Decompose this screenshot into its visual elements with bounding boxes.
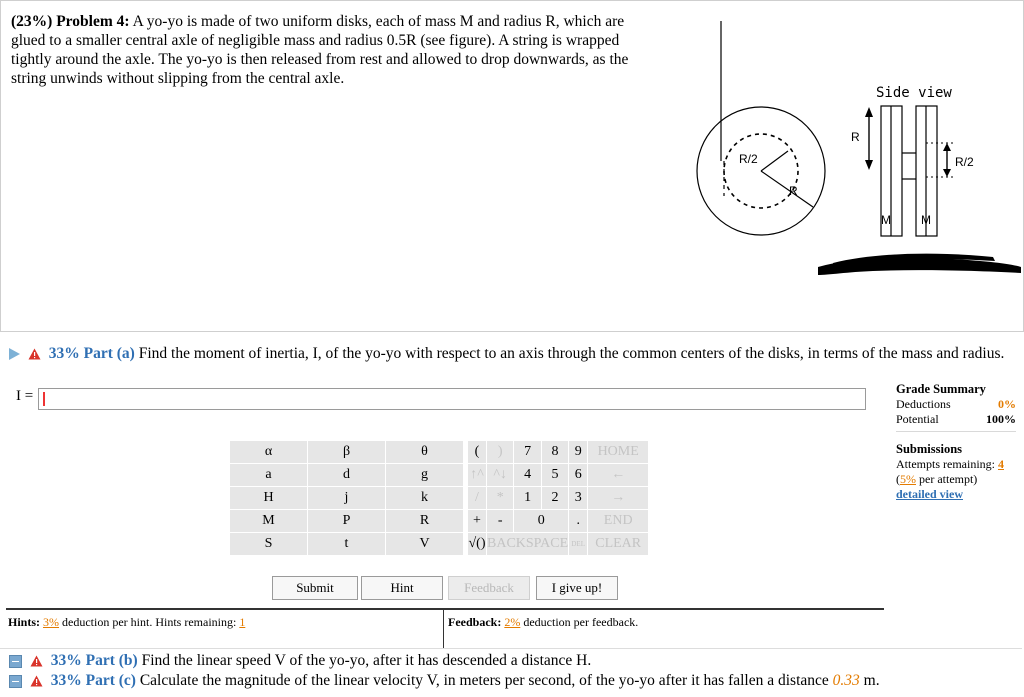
redaction-scribble: [813, 249, 1023, 279]
hints-vertical-divider: [443, 610, 444, 648]
parts-divider: [0, 648, 1022, 649]
key-divide[interactable]: /: [468, 487, 487, 510]
key-decimal[interactable]: .: [569, 510, 588, 533]
key-open-paren[interactable]: (: [468, 441, 487, 464]
feedback-label: Feedback:: [448, 615, 502, 629]
key-R[interactable]: R: [386, 510, 464, 533]
key-subscript-down[interactable]: ^↓: [487, 464, 514, 487]
side-r-label: R: [851, 130, 860, 144]
label-r-half: R/2: [739, 152, 758, 166]
key-right-arrow[interactable]: →: [588, 487, 649, 510]
key-alpha[interactable]: α: [230, 441, 308, 464]
attempts-value: 4: [997, 457, 1004, 471]
key-g[interactable]: g: [386, 464, 464, 487]
key-H[interactable]: H: [230, 487, 308, 510]
per-attempt-open: (: [896, 472, 900, 486]
warning-icon: [28, 348, 41, 360]
per-attempt-pct: 5%: [900, 472, 916, 486]
play-icon[interactable]: [9, 348, 20, 360]
key-8[interactable]: 8: [541, 441, 568, 464]
part-a-percent: 33%: [48, 345, 80, 362]
hint-button[interactable]: Hint: [361, 576, 443, 600]
key-close-paren[interactable]: ): [487, 441, 514, 464]
part-a-panel: [0, 334, 1022, 684]
key-7[interactable]: 7: [514, 441, 541, 464]
deductions-row: [896, 397, 1016, 412]
key-k[interactable]: k: [386, 487, 464, 510]
text-caret: [43, 392, 45, 406]
attempts-row: [896, 457, 1016, 472]
key-S[interactable]: S: [230, 533, 308, 556]
grade-summary: [896, 382, 1016, 502]
feedback-text: deduction per feedback.: [523, 615, 639, 629]
potential-value: 100%: [986, 412, 1016, 426]
mass-left-label: M: [881, 213, 891, 227]
feedback-info: [448, 615, 638, 630]
feedback-button[interactable]: Feedback: [448, 576, 530, 600]
key-plus[interactable]: +: [468, 510, 487, 533]
key-backspace[interactable]: BACKSPACE: [487, 533, 569, 556]
hints-text: deduction per hint. Hints remaining:: [62, 615, 237, 629]
submit-button[interactable]: Submit: [272, 576, 358, 600]
key-9[interactable]: 9: [569, 441, 588, 464]
part-c-distance: 0.33: [832, 672, 860, 689]
potential-label: Potential: [896, 412, 939, 426]
key-multiply[interactable]: *: [487, 487, 514, 510]
key-minus[interactable]: -: [487, 510, 514, 533]
feedback-pct: 2%: [504, 615, 521, 629]
hints-pct: 3%: [43, 615, 60, 629]
per-attempt-close: per attempt): [916, 472, 978, 486]
key-0[interactable]: 0: [514, 510, 569, 533]
hints-remaining: 1: [239, 615, 246, 629]
label-r: R: [789, 184, 798, 198]
key-sqrt[interactable]: √(): [468, 533, 487, 556]
key-4[interactable]: 4: [514, 464, 541, 487]
numeric-keypad: [467, 440, 649, 556]
key-end[interactable]: END: [588, 510, 649, 533]
key-6[interactable]: 6: [569, 464, 588, 487]
other-parts: [9, 651, 880, 691]
detailed-view-link[interactable]: detailed view: [896, 487, 963, 501]
answer-input[interactable]: [38, 388, 866, 410]
deductions-value: 0%: [998, 397, 1016, 411]
problem-label: Problem 4:: [56, 13, 130, 30]
part-c-percent: 33%: [50, 672, 82, 689]
part-c-header[interactable]: [9, 671, 880, 691]
key-del[interactable]: DEL: [569, 533, 588, 556]
deductions-label: Deductions: [896, 397, 951, 411]
key-left-arrow[interactable]: ←: [588, 464, 649, 487]
grade-divider: [896, 431, 1016, 432]
key-superscript-up[interactable]: ↑^: [468, 464, 487, 487]
hints-label: Hints:: [8, 615, 41, 629]
key-2[interactable]: 2: [541, 487, 568, 510]
key-1[interactable]: 1: [514, 487, 541, 510]
submissions-title: Submissions: [896, 442, 963, 456]
key-beta[interactable]: β: [308, 441, 386, 464]
variable-keypad: [229, 440, 464, 556]
key-M[interactable]: M: [230, 510, 308, 533]
key-P[interactable]: P: [308, 510, 386, 533]
part-c-label: Part (c): [85, 672, 136, 689]
key-a[interactable]: a: [230, 464, 308, 487]
part-a-label: Part (a): [83, 345, 135, 362]
problem-panel: [0, 0, 1024, 332]
key-5[interactable]: 5: [541, 464, 568, 487]
hints-divider: [6, 608, 884, 610]
part-a-question: Find the moment of inertia, I, of the yo-yo with respect to an axis through the common centers of the disks, in terms of the mass and radius.: [138, 345, 1005, 362]
per-attempt-row: [896, 472, 1016, 487]
give-up-button[interactable]: I give up!: [536, 576, 618, 600]
part-b-header[interactable]: [9, 651, 880, 671]
key-home[interactable]: HOME: [588, 441, 649, 464]
problem-percent: (23%): [11, 13, 53, 30]
part-b-question: Find the linear speed V of the yo-yo, after it has descended a distance H.: [141, 652, 592, 669]
hints-feedback-bar: [6, 608, 884, 648]
attempts-label: Attempts remaining:: [896, 457, 995, 471]
part-b-label: Part (b): [85, 652, 138, 669]
warning-icon: [30, 675, 43, 687]
key-V[interactable]: V: [386, 533, 464, 556]
key-j[interactable]: j: [308, 487, 386, 510]
key-clear[interactable]: CLEAR: [588, 533, 649, 556]
mass-right-label: M: [921, 213, 931, 227]
potential-row: [896, 412, 1016, 427]
key-t[interactable]: t: [308, 533, 386, 556]
key-3[interactable]: 3: [569, 487, 588, 510]
answer-label: I =: [16, 388, 34, 404]
side-view-label: Side view: [876, 85, 952, 101]
side-r-half-label: R/2: [955, 155, 974, 169]
warning-icon: [30, 655, 43, 667]
collapse-icon[interactable]: [9, 655, 22, 668]
grade-summary-title: Grade Summary: [896, 382, 986, 396]
part-c-question: Calculate the magnitude of the linear velocity V, in meters per second, of the yo-yo after it has fallen a distance: [139, 672, 829, 689]
problem-statement: [11, 12, 631, 88]
problem-text: A yo-yo is made of two uniform disks, each of mass M and radius R, which are glued to a smaller central axle of negligible mass and radius 0.5R (see figure). A string is wrapped tightly around the axle. The yo-yo is then released from rest and allowed to drop downwards, as the string unwinds without slipping from the central axle.: [11, 13, 629, 87]
part-a-header: [9, 344, 1009, 363]
part-b-percent: 33%: [50, 652, 82, 669]
key-d[interactable]: d: [308, 464, 386, 487]
part-c-unit: m.: [863, 672, 880, 689]
collapse-icon[interactable]: [9, 675, 22, 688]
hints-info: [8, 615, 245, 630]
key-theta[interactable]: θ: [386, 441, 464, 464]
